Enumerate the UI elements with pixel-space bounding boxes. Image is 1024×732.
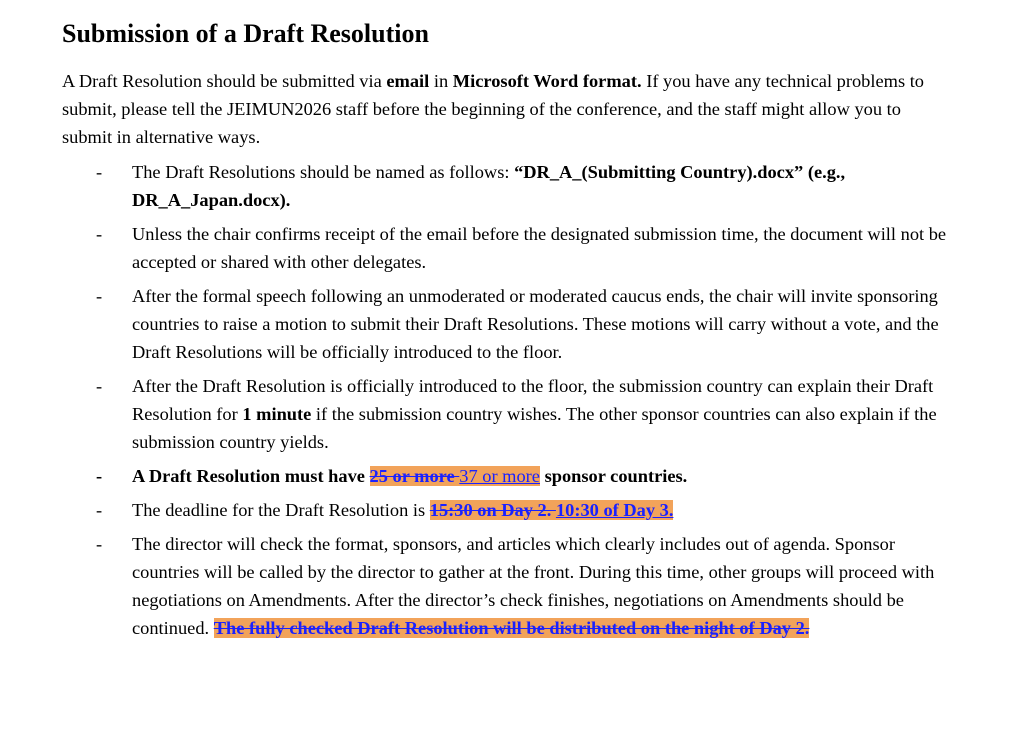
- item-text: After the Draft Resolution is officially introduced to the floor, the submission country can explain their Draft Resolution for: [132, 376, 934, 424]
- item-text: The director will check the format, sponsors, and articles which clearly includes out of agenda. Sponsor countries will be called by the director to gather at the front. During this time, other groups will proceed with negotiations on Amendments. After the director’s check finishes, negotiations on Amendments should be continued.: [132, 534, 935, 638]
- item-text: if the submission country wishes. The other sponsor countries can also explain if the submission country yields.: [132, 404, 937, 452]
- deleted-text: 25 or more: [369, 466, 460, 486]
- list-item: [62, 496, 962, 524]
- list-item: [62, 220, 962, 276]
- intro-text-1: A Draft Resolution should be submitted via: [62, 71, 387, 91]
- list-item: [62, 282, 962, 366]
- bullet-dash: -: [96, 466, 103, 486]
- bullet-dash: -: [96, 534, 103, 554]
- intro-bold-format: Microsoft Word format.: [452, 71, 642, 91]
- item-text: Unless the chair confirms receipt of the email before the designated submission time, the document will not be accepted or shared with other delegates.: [132, 224, 947, 272]
- rules-list: [62, 158, 962, 648]
- tracked-change-highlight: [430, 500, 674, 520]
- tracked-change-highlight: [370, 466, 540, 486]
- item-text: The deadline for the Draft Resolution is: [132, 500, 430, 520]
- intro-paragraph: [62, 67, 942, 151]
- item-bold-filename: “DR_A_(Submitting Country).docx” (e.g., DR_A_Japan.docx).: [132, 162, 846, 210]
- bullet-dash: -: [96, 224, 103, 244]
- item-text: A Draft Resolution must have: [132, 466, 370, 486]
- inserted-text: 10:30 of Day 3.: [555, 500, 674, 520]
- inserted-text: 37 or more: [459, 466, 540, 486]
- bullet-dash: -: [96, 286, 103, 306]
- bullet-dash: -: [96, 162, 103, 182]
- list-item: [62, 372, 962, 456]
- section-heading: Submission of a Draft Resolution: [62, 19, 429, 48]
- deleted-text: The fully checked Draft Resolution will be distributed on the night of Day 2.: [213, 618, 810, 638]
- list-item: [62, 530, 962, 642]
- list-item: [62, 158, 962, 214]
- bullet-dash: -: [96, 376, 103, 396]
- item-bold-duration: 1 minute: [242, 404, 312, 424]
- intro-bold-email: email: [386, 71, 430, 91]
- deleted-text: 15:30 on Day 2.: [429, 500, 556, 520]
- list-item: [62, 462, 962, 490]
- item-text: The Draft Resolutions should be named as follows:: [132, 162, 515, 182]
- item-text: After the formal speech following an unmoderated or moderated caucus ends, the chair will invite sponsoring countries to raise a motion to submit their Draft Resolutions. These motions will carry without a vote, and the Draft Resolutions will be officially introduced to the floor.: [132, 286, 939, 362]
- intro-text-2: in: [429, 71, 453, 91]
- intro-text-3: If you have any technical problems to submit, please tell the JEIMUN2026 staff before the beginning of the conference, and the staff might allow you to submit in alternative ways.: [62, 71, 924, 147]
- item-text: sponsor countries.: [539, 466, 688, 486]
- bullet-dash: -: [96, 500, 103, 520]
